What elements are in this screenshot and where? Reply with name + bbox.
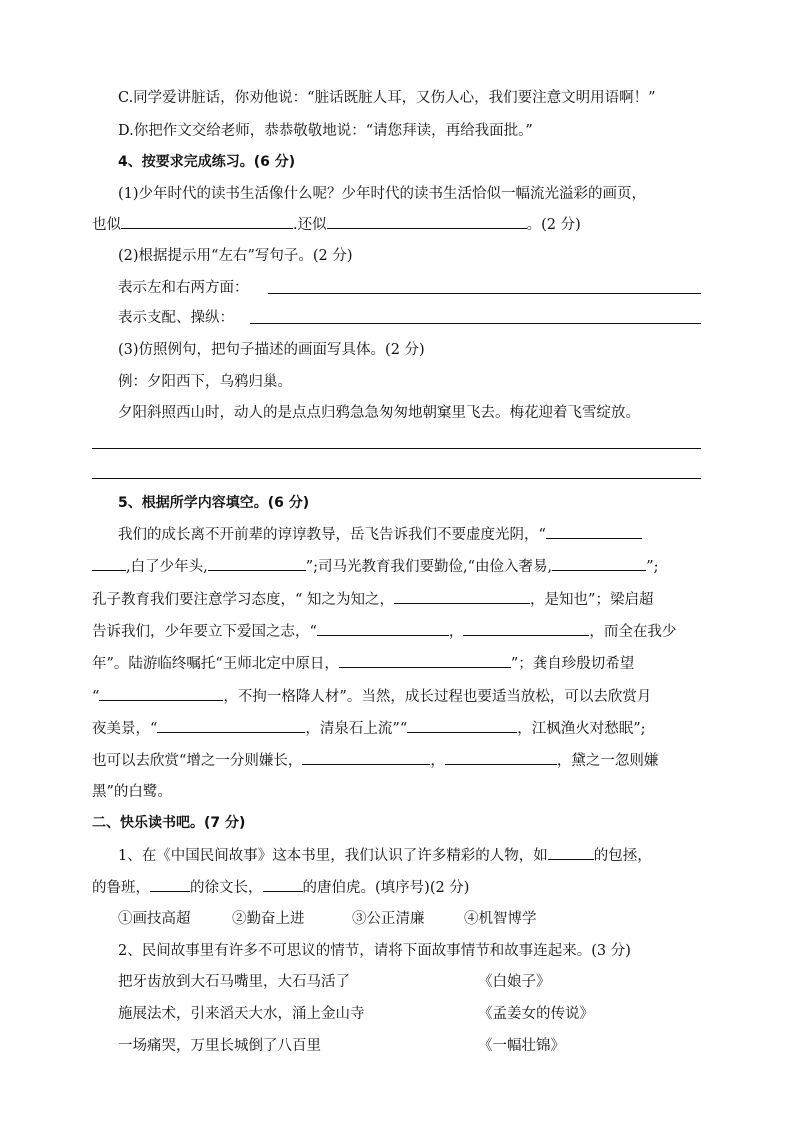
q5-line4 [92,621,676,641]
story-item[interactable]: 《一幅壮锦》 [478,1038,565,1054]
plot-item[interactable]: 施展法术，引来滔天大水，涌上金山寺 [118,1006,365,1022]
answer-blank[interactable] [463,621,589,636]
q5-text: 年”。陆游临终嘱托“王师北定中原日， [92,656,339,672]
q4-p2: (2)根据提示用“左右”写句子。(2 分) [118,248,353,264]
answer-blank[interactable] [552,556,646,571]
answer-blank[interactable] [121,214,293,229]
q4-p3: (3)仿照例句，把句子描述的画面写具体。(2 分) [118,342,425,358]
q5-text: ”;司马光教育我们要勤俭,“由俭入奢易, [305,559,553,575]
answer-blank[interactable] [339,653,511,668]
q4-p1-mid: .还似 [293,217,327,233]
q4-p1-line1: (1)少年时代的读书生活像什么呢？少年时代的读书生活恰似一幅流光溢彩的画页， [118,186,647,202]
answer-blank[interactable] [99,686,223,701]
q5-text: ，清泉石上流”“ [305,721,408,737]
q5-text: ，江枫渔火对愁眠”; [517,721,646,737]
q5-text: ”; [646,559,659,575]
q5-text: ，是知也”；梁启超 [530,592,654,608]
s2-option-3: ③公正清廉 [352,911,425,927]
q5-text: ”；龚自珍殷切希望 [510,656,635,672]
story-item[interactable]: 《白娘子》 [478,974,551,990]
q5-text: ，黛之一忽则嫌 [556,753,659,769]
answer-line[interactable] [268,293,701,294]
s2-q1-line1 [118,845,652,865]
answer-line[interactable] [250,323,701,324]
answer-blank[interactable] [150,877,190,892]
answer-blank[interactable] [208,556,306,571]
q4-p1-end: 。(2 分) [526,217,581,233]
s2-text: 的包拯， [593,848,652,864]
option-d: D.你把作文交给老师，恭恭敬敬地说：“请您拜读，再给我面批。” [118,123,533,139]
s2-text: 1、在《中国民间故事》这本书里，我们认识了许多精彩的人物，如 [118,848,548,864]
s2-text: 的徐文长， [190,880,263,896]
q4-p1-line2 [92,214,581,234]
q4-p3-sample: 夕阳斜照西山时，动人的是点点归鸦急急匆匆地朝窠里飞去。梅花迎着飞雪绽放。 [118,405,640,421]
q5-text: 也可以去欣赏“增之一分则嫌长， [92,753,303,769]
s2-option-1: ①画技高超 [118,911,191,927]
answer-blank[interactable] [546,524,642,539]
option-c: C.同学爱讲脏话，你劝他说：“脏话既脏人耳，又伤人心，我们要注意文明用语啊！” [118,90,656,106]
s2-q1-line2 [92,877,469,897]
answer-blank[interactable] [157,718,305,733]
section2-title: 二、快乐读书吧。(7 分) [92,815,246,831]
q5-text: 孔子教育我们要注意学习态度，“ 知之为知之， [92,592,395,608]
q5-line7 [92,718,646,738]
answer-blank[interactable] [302,750,430,765]
q5-text: 我们的成长离不开前辈的谆谆教导，岳飞告诉我们不要虚度光阴，“ [118,527,546,543]
q5-text: ， [430,753,445,769]
answer-blank[interactable] [92,556,126,571]
q5-text: ，而全在我少 [589,624,677,640]
q5-line9: 黑”的白鹭。 [92,784,172,800]
q5-line3 [92,589,653,609]
answer-blank[interactable] [263,877,303,892]
q4-p2b-label: 表示支配、操纵： [118,310,234,326]
answer-blank[interactable] [445,750,557,765]
answer-blank[interactable] [548,845,594,860]
story-item[interactable]: 《孟姜女的传说》 [478,1006,594,1022]
q5-title: 5、根据所学内容填空。(6 分) [118,495,310,511]
q5-line1 [118,524,642,544]
answer-blank[interactable] [407,718,517,733]
s2-q2: 2、民间故事里有许多不可思议的情节，请将下面故事情节和故事连起来。(3 分) [118,943,631,959]
answer-line[interactable] [92,478,701,479]
answer-blank[interactable] [394,589,530,604]
q5-line6 [92,686,651,706]
plot-item[interactable]: 一场痛哭，万里长城倒了八百里 [118,1038,321,1054]
q5-text: ,白了少年头, [126,559,208,575]
q5-line2 [92,556,658,576]
q5-text: “ [92,689,100,705]
s2-option-2: ②勤奋上进 [232,911,305,927]
answer-blank[interactable] [317,621,449,636]
q4-p3-example: 例：夕阳西下，乌鸦归巢。 [118,374,292,390]
s2-option-4: ④机智博学 [464,911,537,927]
q5-text: ， [448,624,464,640]
q5-text: ，不拘一格降人材”。当然，成长过程也要适当放松，可以去欣赏月 [223,689,652,705]
q4-title: 4、按要求完成练习。(6 分) [118,154,296,170]
q5-text: 夜美景，“ [92,721,158,737]
q4-p2a-label: 表示左和右两方面： [118,280,249,296]
s2-text: 的鲁班， [92,880,150,896]
q5-text: 告诉我们，少年要立下爱国之志，“ [92,624,317,640]
q5-line5 [92,653,634,673]
q5-line8 [92,750,658,770]
plot-item[interactable]: 把牙齿放到大石马嘴里，大石马活了 [118,974,350,990]
s2-text: 的唐伯虎。(填序号)(2 分) [302,880,470,896]
q4-p1-prefix: 也似 [92,217,121,233]
answer-blank[interactable] [327,214,527,229]
answer-line[interactable] [92,448,701,449]
